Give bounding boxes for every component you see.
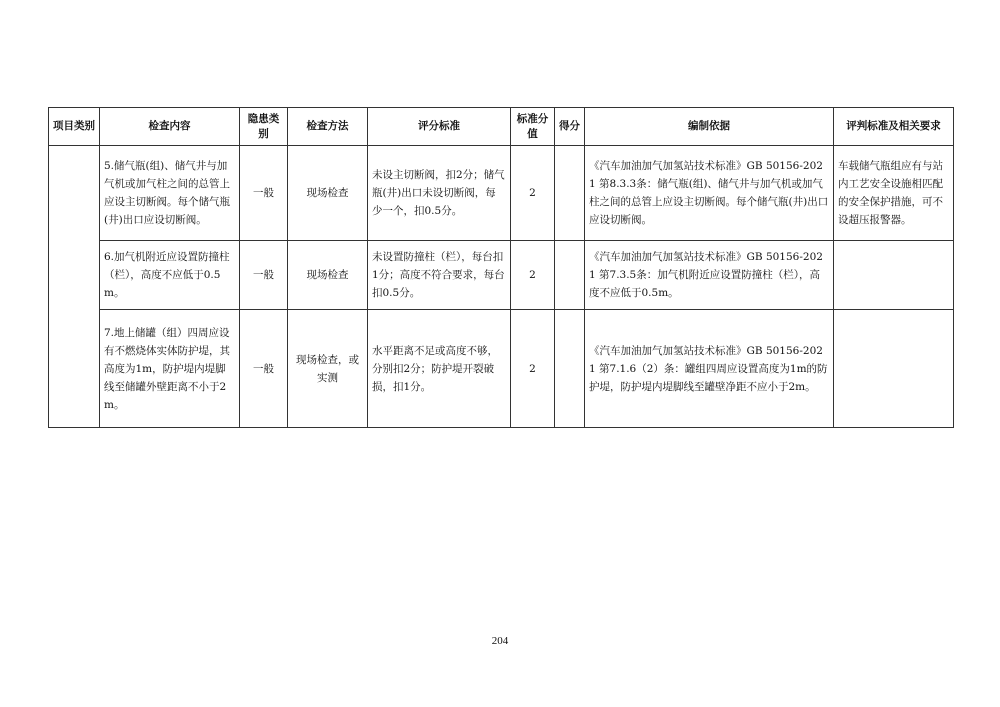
content-cell: 5.储气瓶(组)、储气井与加气机或加气柱之间的总管上应设主切断阀。每个储气瓶(井)出口应设切断阀。 <box>100 146 240 241</box>
hazard-cell: 一般 <box>240 146 288 241</box>
header-score: 得分 <box>555 108 585 146</box>
content-cell: 7.地上储罐（组）四周应设有不燃烧体实体防护堤，其高度为1m，防护堤内堤脚线至储罐外壁距离不小于2m。 <box>100 310 240 428</box>
score-cell <box>555 146 585 241</box>
method-cell: 现场检查，或实测 <box>288 310 368 428</box>
table-row <box>49 310 954 428</box>
header-hazard: 隐患类别 <box>240 108 288 146</box>
header-scoring: 评分标准 <box>368 108 511 146</box>
requirements-cell <box>834 310 954 428</box>
score-value-cell: 2 <box>511 241 555 310</box>
score-cell <box>555 241 585 310</box>
header-method: 检查方法 <box>288 108 368 146</box>
header-category: 项目类别 <box>49 108 100 146</box>
scoring-cell: 未设置防撞柱（栏），每台扣1分；高度不符合要求，每台扣0.5分。 <box>368 241 511 310</box>
score-value-cell: 2 <box>511 310 555 428</box>
table-row <box>49 146 954 241</box>
method-cell: 现场检查 <box>288 146 368 241</box>
score-cell <box>555 310 585 428</box>
category-cell <box>49 146 100 428</box>
header-requirements: 评判标准及相关要求 <box>834 108 954 146</box>
score-value-cell: 2 <box>511 146 555 241</box>
table-row <box>49 241 954 310</box>
hazard-cell: 一般 <box>240 310 288 428</box>
page-number: 204 <box>491 635 509 647</box>
method-cell: 现场检查 <box>288 241 368 310</box>
scoring-cell: 未设主切断阀，扣2分；储气瓶(井)出口未设切断阀，每少一个，扣0.5分。 <box>368 146 511 241</box>
content-cell: 6.加气机附近应设置防撞柱（栏），高度不应低于0.5m。 <box>100 241 240 310</box>
basis-cell: 《汽车加油加气加氢站技术标准》GB 50156-2021 第7.1.6（2）条：罐组四周应设置高度为1m的防护堤，防护堤内堤脚线至罐壁净距不应小于2m。 <box>585 310 834 428</box>
header-score-value: 标准分值 <box>511 108 555 146</box>
inspection-table <box>48 107 954 428</box>
basis-cell: 《汽车加油加气加氢站技术标准》GB 50156-2021 第8.3.3条：储气瓶(组)、储气井与加气机或加气柱之间的总管上应设主切断阀。每个储气瓶(井)出口应设切断阀。 <box>585 146 834 241</box>
requirements-cell <box>834 241 954 310</box>
scoring-cell: 水平距离不足或高度不够，分别扣2分；防护堤开裂破损，扣1分。 <box>368 310 511 428</box>
hazard-cell: 一般 <box>240 241 288 310</box>
header-basis: 编制依据 <box>585 108 834 146</box>
basis-cell: 《汽车加油加气加氢站技术标准》GB 50156-2021 第7.3.5条：加气机附近应设置防撞柱（栏），高度不应低于0.5m。 <box>585 241 834 310</box>
requirements-cell: 车载储气瓶组应有与站内工艺安全设施相匹配的安全保护措施，可不设超压报警器。 <box>834 146 954 241</box>
header-content: 检查内容 <box>100 108 240 146</box>
header-row <box>49 108 954 146</box>
